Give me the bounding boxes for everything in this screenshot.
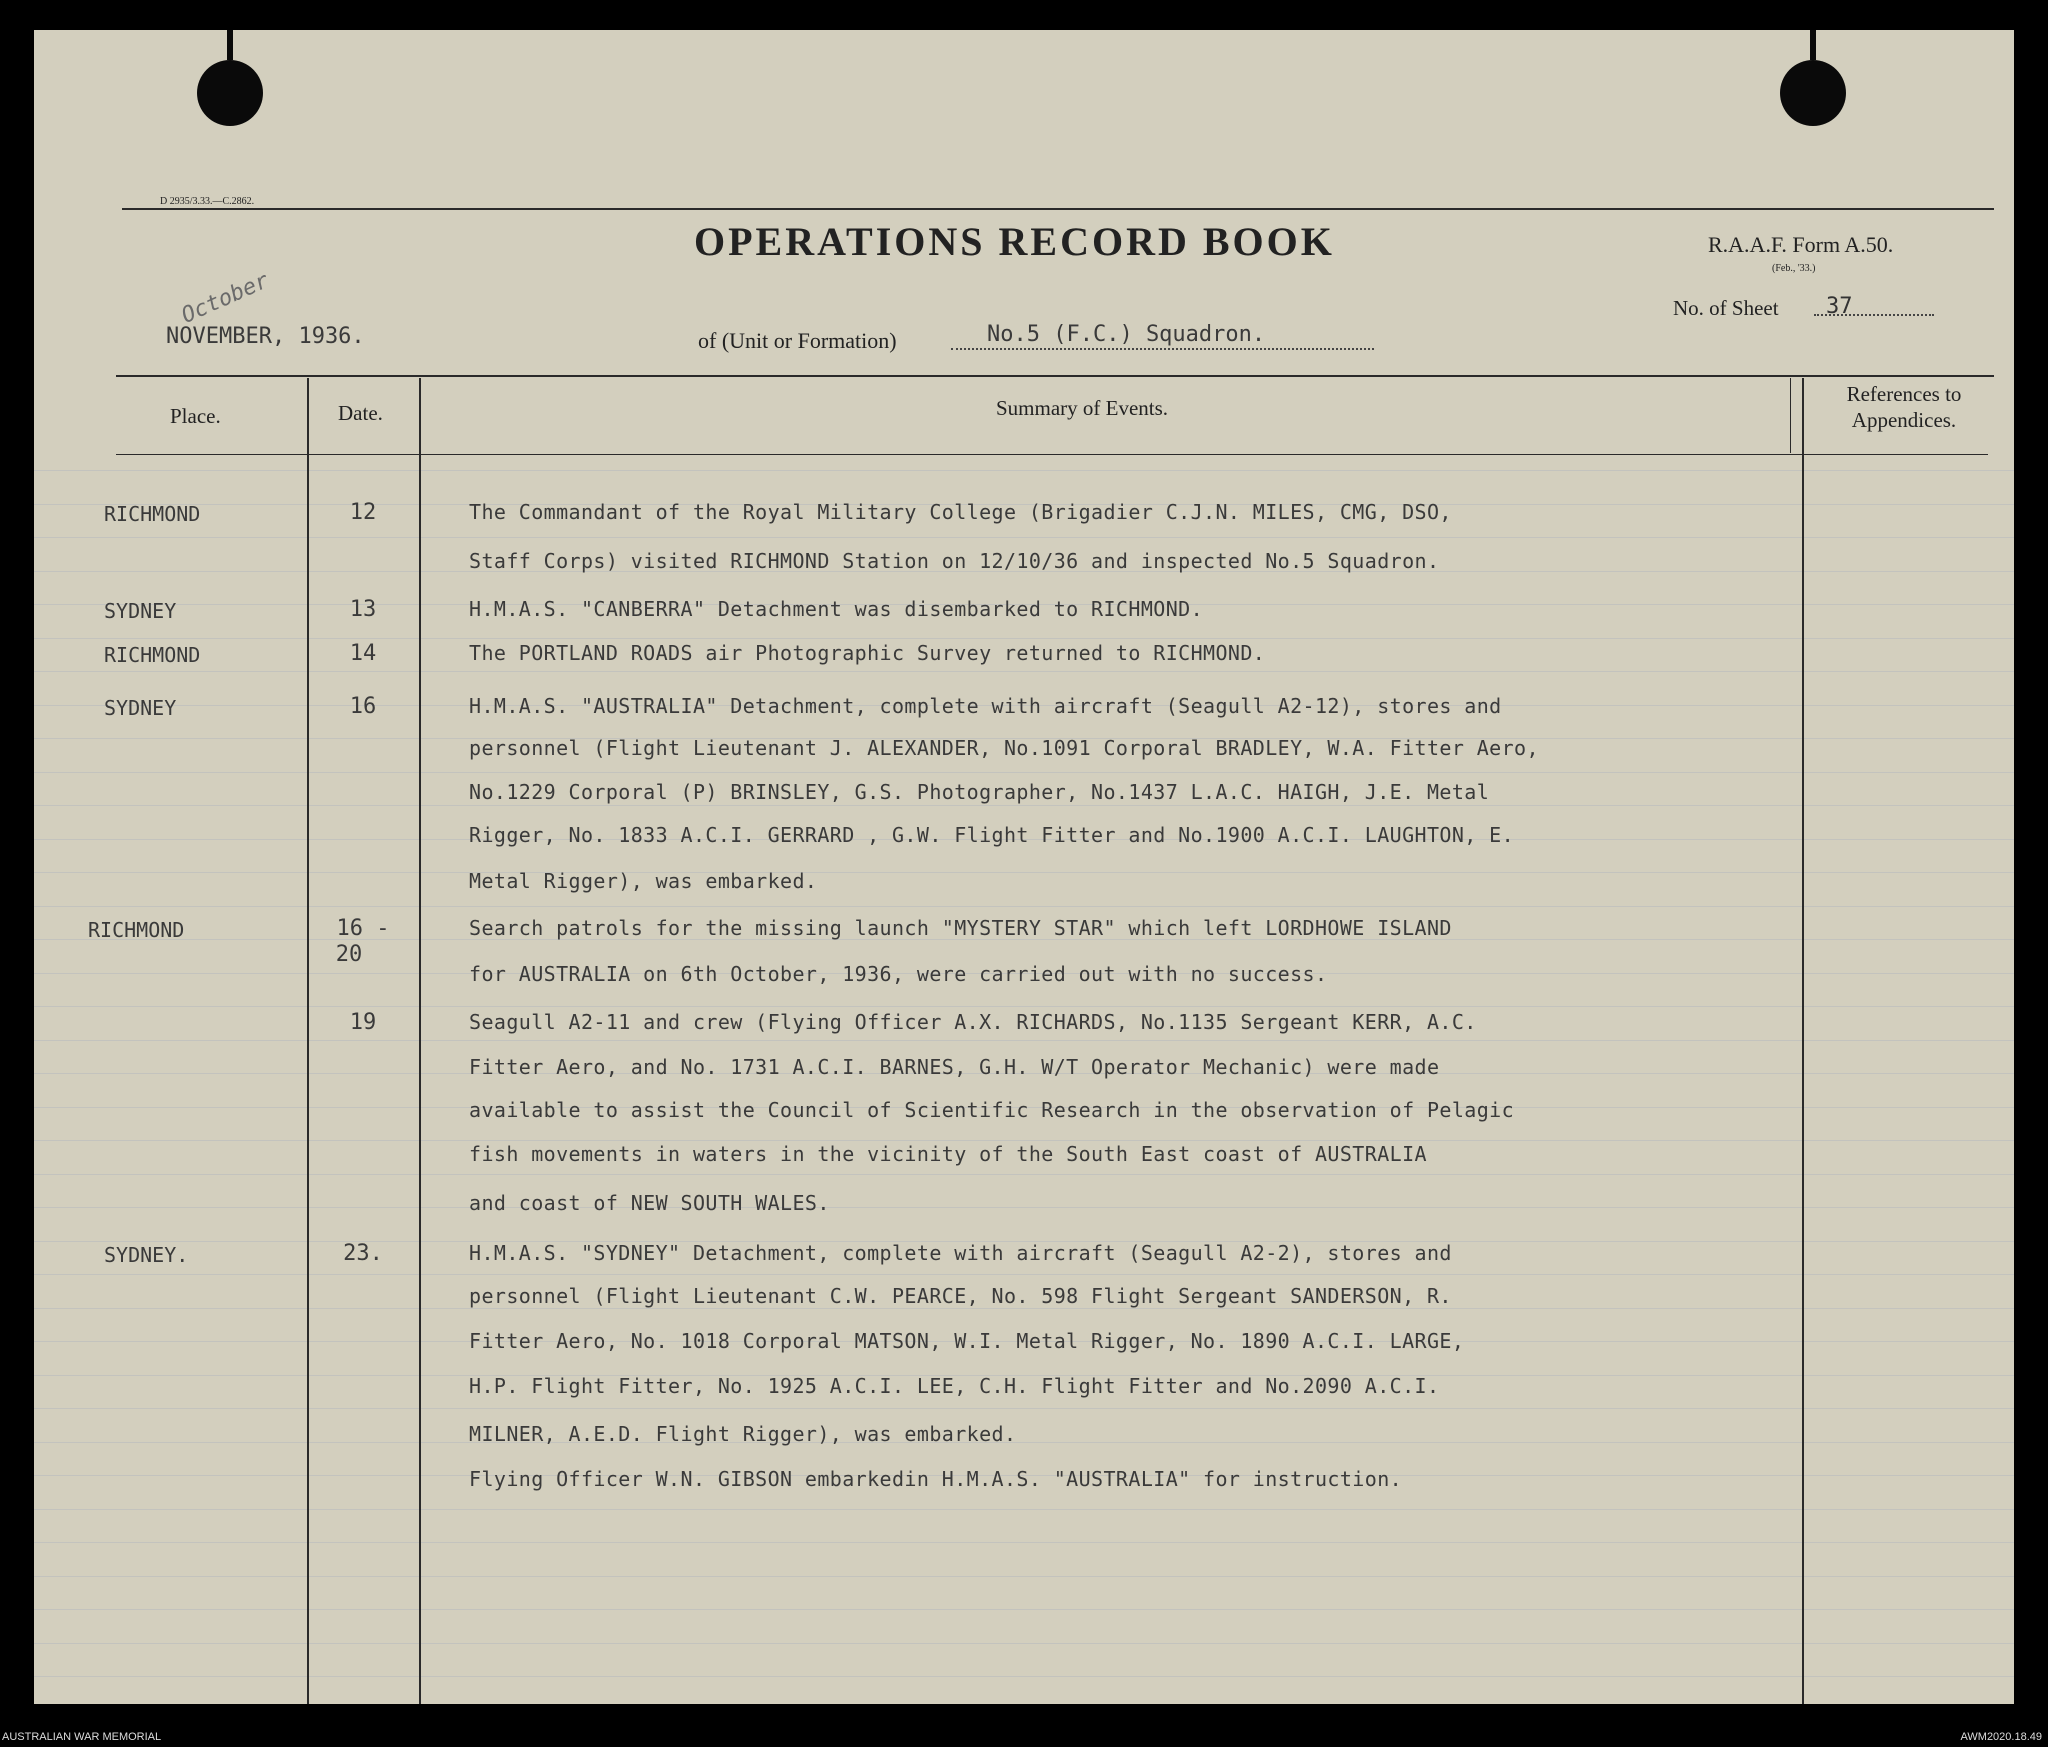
place-date-divider <box>307 378 309 1704</box>
ruled-line <box>34 1542 2014 1543</box>
table-head-rule <box>116 454 1988 455</box>
unit-label: of (Unit or Formation) <box>698 328 897 353</box>
column-header-place: Place. <box>170 404 221 428</box>
column-header-summary: Summary of Events. <box>996 396 1169 420</box>
summary-line: The Commandant of the Royal Military College (Brigadier C.J.N. MILES, CMG, DSO, <box>469 500 1452 524</box>
unit-name: No.5 (F.C.) Squadron. <box>987 322 1266 347</box>
record-sheet <box>34 30 2014 1704</box>
entry-place: RICHMOND <box>88 918 185 942</box>
entry-place: SYDNEY. <box>104 1243 189 1267</box>
entry-date-end: 20 <box>335 942 363 967</box>
ruled-line <box>34 1609 2014 1610</box>
record-month: NOVEMBER, 1936. <box>166 324 365 349</box>
summary-line: The PORTLAND ROADS air Photographic Survey returned to RICHMOND. <box>469 641 1266 665</box>
binder-hole-left <box>197 60 263 126</box>
ruled-line <box>34 470 2014 471</box>
ruled-line <box>34 1274 2014 1275</box>
summary-line: MILNER, A.E.D. Flight Rigger), was embarked. <box>469 1422 1017 1446</box>
ruled-line <box>34 1576 2014 1577</box>
ruled-line <box>34 1140 2014 1141</box>
summary-ref-divider-a <box>1790 378 1791 453</box>
summary-line: fish movements in waters in the vicinity of the South East coast of AUSTRALIA <box>469 1142 1427 1166</box>
archive-credit: AUSTRALIAN WAR MEMORIAL <box>2 1731 162 1743</box>
table-top-rule <box>116 375 1994 377</box>
column-header-appendices: Appendices. <box>1851 408 1957 432</box>
summary-line: Rigger, No. 1833 A.C.I. GERRARD , G.W. Flight Fitter and No.1900 A.C.I. LAUGHTON, E. <box>469 823 1515 847</box>
binder-hole-right <box>1780 60 1846 126</box>
handwritten-annotation: October <box>177 268 273 329</box>
entry-place: RICHMOND <box>104 502 201 526</box>
entry-place: SYDNEY <box>104 696 177 720</box>
summary-line: Metal Rigger), was embarked. <box>469 869 818 893</box>
binder-hole-left-stem <box>227 30 233 60</box>
ruled-line <box>34 537 2014 538</box>
ruled-line <box>34 1308 2014 1309</box>
ruled-line <box>34 1174 2014 1175</box>
summary-line: Flying Officer W.N. GIBSON embarkedin H.M.A.S. "AUSTRALIA" for instruction. <box>469 1467 1403 1491</box>
summary-line: H.M.A.S. "CANBERRA" Detachment was disembarked to RICHMOND. <box>469 597 1204 621</box>
summary-line: H.M.A.S. "SYDNEY" Detachment, complete with aircraft (Seagull A2-2), stores and <box>469 1241 1452 1265</box>
summary-line: Fitter Aero, No. 1018 Corporal MATSON, W.I. Metal Rigger, No. 1890 A.C.I. LARGE, <box>469 1329 1465 1353</box>
summary-line: Search patrols for the missing launch "MYSTERY STAR" which left LORDHOWE ISLAND <box>469 916 1452 940</box>
column-header-date: Date. <box>338 401 383 425</box>
ruled-line <box>34 638 2014 639</box>
summary-ref-divider-b <box>1802 378 1804 1704</box>
ruled-line <box>34 1408 2014 1409</box>
summary-line: for AUSTRALIA on 6th October, 1936, were carried out with no success. <box>469 962 1328 986</box>
entry-date: 13 <box>349 597 377 622</box>
form-number: R.A.A.F. Form A.50. <box>1708 232 1894 257</box>
sheet-label: No. of Sheet <box>1673 296 1779 320</box>
ruled-line <box>34 1040 2014 1041</box>
entry-date: 14 <box>349 641 377 666</box>
summary-line: No.1229 Corporal (P) BRINSLEY, G.S. Photographer, No.1437 L.A.C. HAIGH, J.E. Metal <box>469 780 1490 804</box>
summary-line: Seagull A2-11 and crew (Flying Officer A.X. RICHARDS, No.1135 Sergeant KERR, A.C. <box>469 1010 1477 1034</box>
unit-line <box>951 348 1374 350</box>
entry-date: 19 <box>349 1010 377 1035</box>
summary-line: personnel (Flight Lieutenant J. ALEXANDER, No.1091 Corporal BRADLEY, W.A. Fitter Aero, <box>469 736 1539 760</box>
ruled-line <box>34 1006 2014 1007</box>
ruled-line <box>34 1442 2014 1443</box>
entry-place: SYDNEY <box>104 599 177 623</box>
print-code: D 2935/3.33.—C.2862. <box>160 196 255 207</box>
ruled-line <box>34 671 2014 672</box>
entry-place: RICHMOND <box>104 643 201 667</box>
entry-date: 16 - <box>336 916 390 941</box>
summary-line: available to assist the Council of Scientific Research in the observation of Pelagic <box>469 1098 1515 1122</box>
ruled-line <box>34 805 2014 806</box>
summary-line: H.M.A.S. "AUSTRALIA" Detachment, complete with aircraft (Seagull A2-12), stores and <box>469 694 1502 718</box>
ruled-line <box>34 906 2014 907</box>
summary-line: personnel (Flight Lieutenant C.W. PEARCE, No. 598 Flight Sergeant SANDERSON, R. <box>469 1284 1452 1308</box>
ruled-line <box>34 1676 2014 1677</box>
ruled-line <box>34 1643 2014 1644</box>
sheet-number: 37 <box>1826 294 1853 319</box>
summary-line: Staff Corps) visited RICHMOND Station on 12/10/36 and inspected No.5 Squadron. <box>469 549 1440 573</box>
ruled-line <box>34 1207 2014 1208</box>
summary-line: and coast of NEW SOUTH WALES. <box>469 1191 830 1215</box>
archive-reference: AWM2020.18.49 <box>1960 1731 2042 1743</box>
column-header-references: References to <box>1846 382 1962 406</box>
form-date: (Feb., '33.) <box>1772 263 1816 274</box>
entry-date: 23. <box>343 1241 383 1266</box>
page-title: OPERATIONS RECORD BOOK <box>694 219 1335 264</box>
date-summary-divider <box>419 378 421 1704</box>
header-top-rule <box>122 208 1994 210</box>
entry-date: 16 <box>349 694 377 719</box>
ruled-line <box>34 1509 2014 1510</box>
binder-hole-right-stem <box>1810 30 1816 60</box>
summary-line: Fitter Aero, and No. 1731 A.C.I. BARNES, G.H. W/T Operator Mechanic) were made <box>469 1055 1440 1079</box>
ruled-line <box>34 772 2014 773</box>
entry-date: 12 <box>349 500 377 525</box>
ruled-line <box>34 872 2014 873</box>
summary-line: H.P. Flight Fitter, No. 1925 A.C.I. LEE, C.H. Flight Fitter and No.2090 A.C.I. <box>469 1374 1440 1398</box>
